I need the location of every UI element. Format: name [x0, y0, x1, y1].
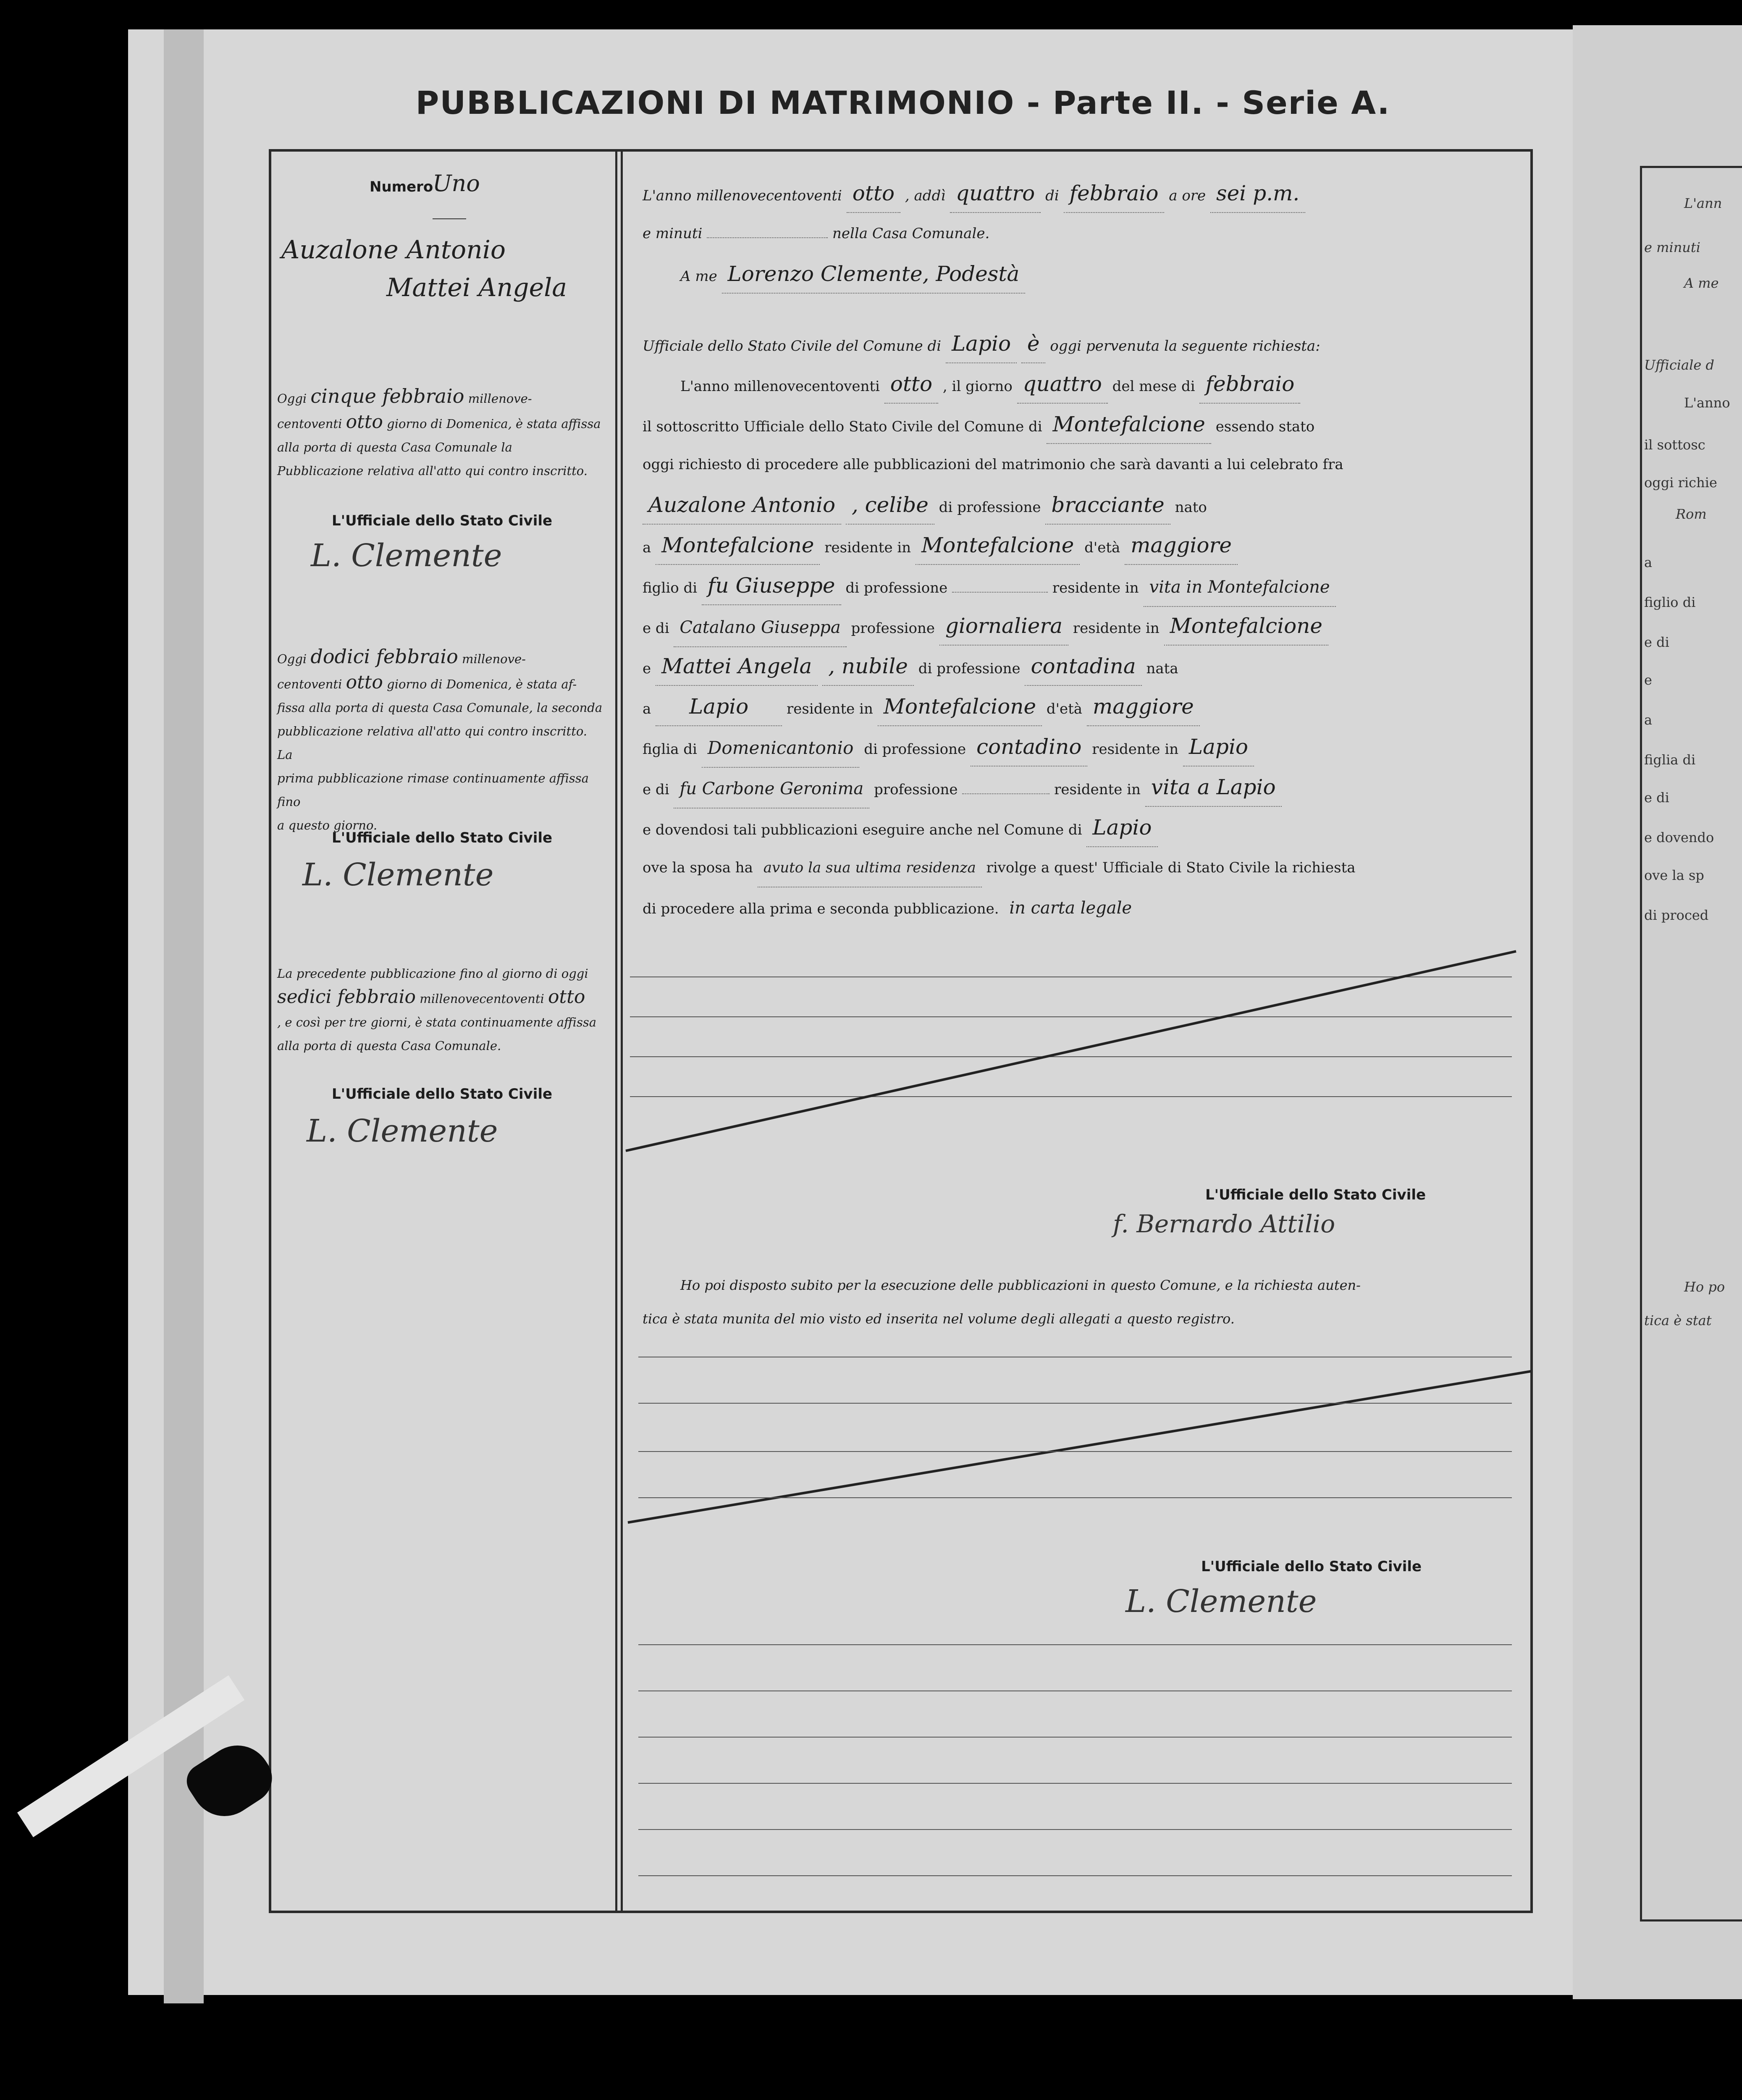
l15-a: e di	[643, 781, 669, 798]
pub2-text-a: Oggi	[277, 652, 307, 666]
pub2-day: dodici febbraio	[310, 645, 458, 668]
l15-b: professione	[874, 781, 958, 798]
l1-b: , addì	[905, 187, 946, 204]
l14-c: residente in	[1092, 741, 1179, 758]
pub1-day: cinque febbraio	[310, 385, 464, 407]
l9-c: d'età	[1084, 539, 1120, 556]
pub1-text-f: Pubblicazione relativa all'atto qui contro inscritto.	[277, 464, 588, 478]
l10-b: di professione	[845, 580, 948, 596]
l14-b: di professione	[864, 741, 966, 758]
l8-b: nato	[1175, 499, 1207, 516]
l12-a: e	[643, 660, 651, 677]
l14-a: figlia di	[643, 741, 697, 758]
requesting-comune: Montefalcione	[1047, 405, 1211, 444]
pub1-year: otto	[346, 411, 383, 433]
frag-9: a	[1644, 554, 1653, 570]
frag-20: tica è stat	[1644, 1312, 1712, 1328]
ruled-line	[638, 1451, 1512, 1452]
l8-a: di professione	[939, 499, 1041, 516]
frag-3: A me	[1684, 275, 1719, 291]
bride-residence: Montefalcione	[878, 688, 1042, 726]
act-hour: sei p.m.	[1210, 174, 1305, 213]
l2-b: nella Casa Comunale.	[832, 225, 990, 242]
request-month: febbraio	[1199, 365, 1300, 404]
l1-d: a ore	[1169, 187, 1206, 204]
bride-mother: fu Carbone Geronima	[674, 770, 869, 808]
ruled-line	[638, 1783, 1512, 1784]
groom-profession: bracciante	[1045, 486, 1170, 525]
frag-1: L'ann	[1684, 195, 1722, 211]
cancel-line-2	[628, 1371, 1531, 1522]
frag-19: Ho po	[1684, 1279, 1725, 1295]
l6-a: il sottoscritto Ufficiale dello Stato Civile del Comune di	[643, 418, 1042, 435]
officer-label-3: L'Ufficiale dello Stato Civile	[332, 1086, 553, 1102]
frag-2: e minuti	[1644, 239, 1700, 255]
l17-a: ove la sposa ha	[643, 859, 753, 876]
disposition-line-1: Ho poi disposto subito per la esecuzione delle pubblicazioni in questo Comune, e la richiesta auten-	[680, 1277, 1361, 1293]
pub2-text-g: prima pubblicazione rimase continuamente affissa fino	[277, 771, 589, 809]
l10-a: figlio di	[643, 580, 698, 596]
l11-c: residente in	[1073, 620, 1160, 637]
pub1-text-d: giorno di Domenica, è stata affissa	[387, 417, 601, 431]
prec-year: otto	[548, 986, 585, 1008]
ruled-line	[638, 1497, 1512, 1498]
prec-text-d: alla porta di questa Casa Comunale.	[277, 1039, 501, 1053]
groom-residence: Montefalcione	[916, 526, 1080, 565]
prec-text-a: La precedente pubblicazione fino al giorno di oggi	[277, 966, 588, 981]
frag-6: il sottosc	[1644, 437, 1705, 453]
cancel-line-1	[626, 951, 1516, 1151]
l12-b: di professione	[918, 660, 1021, 677]
page-title: PUBBLICAZIONI DI MATRIMONIO - Parte II. - Serie A.	[415, 84, 1390, 121]
l17-b: rivolge a quest' Ufficiale di Stato Civile la richiesta	[986, 859, 1356, 876]
l1-a: L'anno millenovecentoventi	[643, 187, 842, 204]
bride-name: Mattei Angela	[656, 647, 818, 686]
bride-profession: contadina	[1025, 647, 1141, 686]
frag-16: e dovendo	[1644, 830, 1714, 845]
l9-a: a	[643, 539, 651, 556]
act-month: febbraio	[1064, 174, 1165, 213]
frag-15: e di	[1644, 790, 1669, 806]
officer-label-main-1: L'Ufficiale dello Stato Civile	[1205, 1186, 1426, 1203]
officer-signature-final: L. Clemente	[1125, 1583, 1317, 1620]
bride-birthplace: Lapio	[656, 688, 782, 726]
l9-b: residente in	[824, 539, 911, 556]
l2-a: e minuti	[643, 225, 703, 242]
pub2-year: otto	[346, 672, 383, 693]
request-day: quattro	[1017, 365, 1108, 404]
bride-residence-note: avuto la sua ultima residenza	[758, 849, 982, 887]
frag-17: ove la sp	[1644, 867, 1704, 883]
frag-4: Ufficiale d	[1644, 357, 1714, 373]
groom-mother-residence: Montefalcione	[1164, 607, 1328, 646]
l6-b: essendo stato	[1215, 418, 1315, 435]
l16-a: e dovendosi tali pubblicazioni eseguire anche nel Comune di	[643, 822, 1082, 838]
officer-signature-3: L. Clemente	[307, 1113, 498, 1149]
pub1-text-a: Oggi	[277, 391, 307, 406]
frag-11: e di	[1644, 634, 1669, 650]
groom-mother: Catalano Giuseppa	[674, 609, 846, 647]
bride-mother-residence: vita a Lapio	[1145, 768, 1282, 807]
frag-10: figlio di	[1644, 594, 1696, 610]
l1-c: di	[1045, 187, 1059, 204]
frag-18: di proced	[1644, 907, 1709, 923]
bride-father: Domenicantonio	[702, 729, 860, 768]
numero-label: Numero	[370, 178, 433, 195]
l5-c: del mese di	[1112, 378, 1195, 395]
l15-c: residente in	[1054, 781, 1141, 798]
l11-b: professione	[851, 620, 935, 637]
carta-legale-note: in carta legale	[1009, 898, 1132, 918]
pub1-text-b: millenove-	[468, 391, 532, 406]
ruled-line	[638, 1829, 1512, 1830]
ruled-line	[638, 1644, 1512, 1645]
l11-a: e di	[643, 620, 669, 637]
pub1-text-c: centoventi	[277, 417, 342, 431]
officer-label-main-2: L'Ufficiale dello Stato Civile	[1201, 1558, 1422, 1575]
officer-comune: Lapio	[946, 325, 1017, 363]
groom-status: , celibe	[846, 486, 934, 525]
frag-5: L'anno	[1684, 395, 1730, 411]
ruled-line	[638, 1875, 1512, 1876]
bride-father-residence: Lapio	[1183, 728, 1254, 766]
ruled-line	[638, 1737, 1512, 1738]
officer-signature-1: L. Clemente	[311, 538, 502, 574]
act-year: otto	[847, 174, 900, 213]
prec-text-b: millenovecentoventi	[420, 992, 544, 1006]
pub2-text-f: pubblicazione relativa all'atto qui contro inscritto. La	[277, 724, 588, 762]
frag-12: e	[1644, 672, 1652, 688]
bride-father-profession: contadino	[971, 728, 1088, 766]
groom-birthplace: Montefalcione	[656, 526, 820, 565]
groom-name: Auzalone Antonio	[643, 486, 841, 525]
l5-a: L'anno millenovecentoventi	[680, 378, 880, 395]
l4-a: Ufficiale dello Stato Civile del Comune di	[643, 338, 942, 354]
frag-13: a	[1644, 712, 1653, 728]
pub1-text-e: alla porta di questa Casa Comunale la	[277, 440, 512, 454]
l13-c: d'età	[1046, 701, 1083, 717]
numero-value: Uno	[433, 170, 480, 197]
act-day: quattro	[950, 174, 1041, 213]
pub2-text-b: millenove-	[462, 652, 526, 666]
disposition-line-2: tica è stata munita del mio visto ed inserita nel volume degli allegati a questo registro.	[643, 1311, 1235, 1327]
frag-14: figlia di	[1644, 752, 1696, 768]
frag-7: oggi richie	[1644, 475, 1717, 491]
groom-mother-profession: giornaliera	[939, 607, 1068, 646]
l3-a: A me	[680, 268, 717, 285]
request-year: otto	[884, 365, 938, 404]
l4-b: oggi pervenuta la seguente richiesta:	[1050, 338, 1320, 354]
officer-signature-2: L. Clemente	[302, 857, 494, 893]
officer-signature-bernardo: f. Bernardo Attilio	[1113, 1210, 1335, 1238]
l5-b: , il giorno	[942, 378, 1013, 395]
ruled-line	[638, 1690, 1512, 1691]
adjacent-frame	[1640, 166, 1742, 1922]
groom-father-residence: vita in Montefalcione	[1144, 568, 1336, 607]
officer-label-1: L'Ufficiale dello Stato Civile	[332, 512, 553, 529]
pub2-text-e: fissa alla porta di questa Casa Comunale, la seconda	[277, 701, 603, 715]
frag-8: Rom	[1676, 506, 1707, 522]
spouses-name-2: Mattei Angela	[386, 273, 567, 302]
pub2-text-h: a questo giorno.	[277, 818, 378, 832]
l10-c: residente in	[1052, 580, 1139, 596]
spouses-name-1: Auzalone Antonio	[281, 235, 506, 265]
second-comune: Lapio	[1086, 808, 1157, 847]
ruled-line	[638, 1403, 1512, 1404]
l12-c: nata	[1146, 660, 1178, 677]
pub2-text-d: giorno di Domenica, è stata af-	[387, 677, 577, 691]
l7: oggi richiesto di procedere alle pubblicazioni del matrimonio che sarà davanti a lui celebrato fra	[643, 456, 1343, 473]
prec-text-c: , e così per tre giorni, è stata continuamente affissa	[277, 1015, 597, 1029]
bride-age: maggiore	[1087, 688, 1200, 726]
prec-day: sedici febbraio	[277, 986, 416, 1008]
groom-father: fu Giuseppe	[702, 567, 841, 605]
officer-name: Lorenzo Clemente, Podestà	[722, 255, 1026, 294]
l13-a: a	[643, 701, 651, 717]
pub2-text-c: centoventi	[277, 677, 342, 691]
l18-a: di procedere alla prima e seconda pubblicazione.	[643, 900, 999, 917]
officer-label-2: L'Ufficiale dello Stato Civile	[332, 830, 553, 846]
l4-is: è	[1021, 325, 1046, 363]
bride-status: , nubile	[822, 647, 914, 686]
disposition-text	[643, 1268, 1520, 1336]
l13-b: residente in	[787, 701, 873, 717]
groom-age: maggiore	[1125, 526, 1238, 565]
